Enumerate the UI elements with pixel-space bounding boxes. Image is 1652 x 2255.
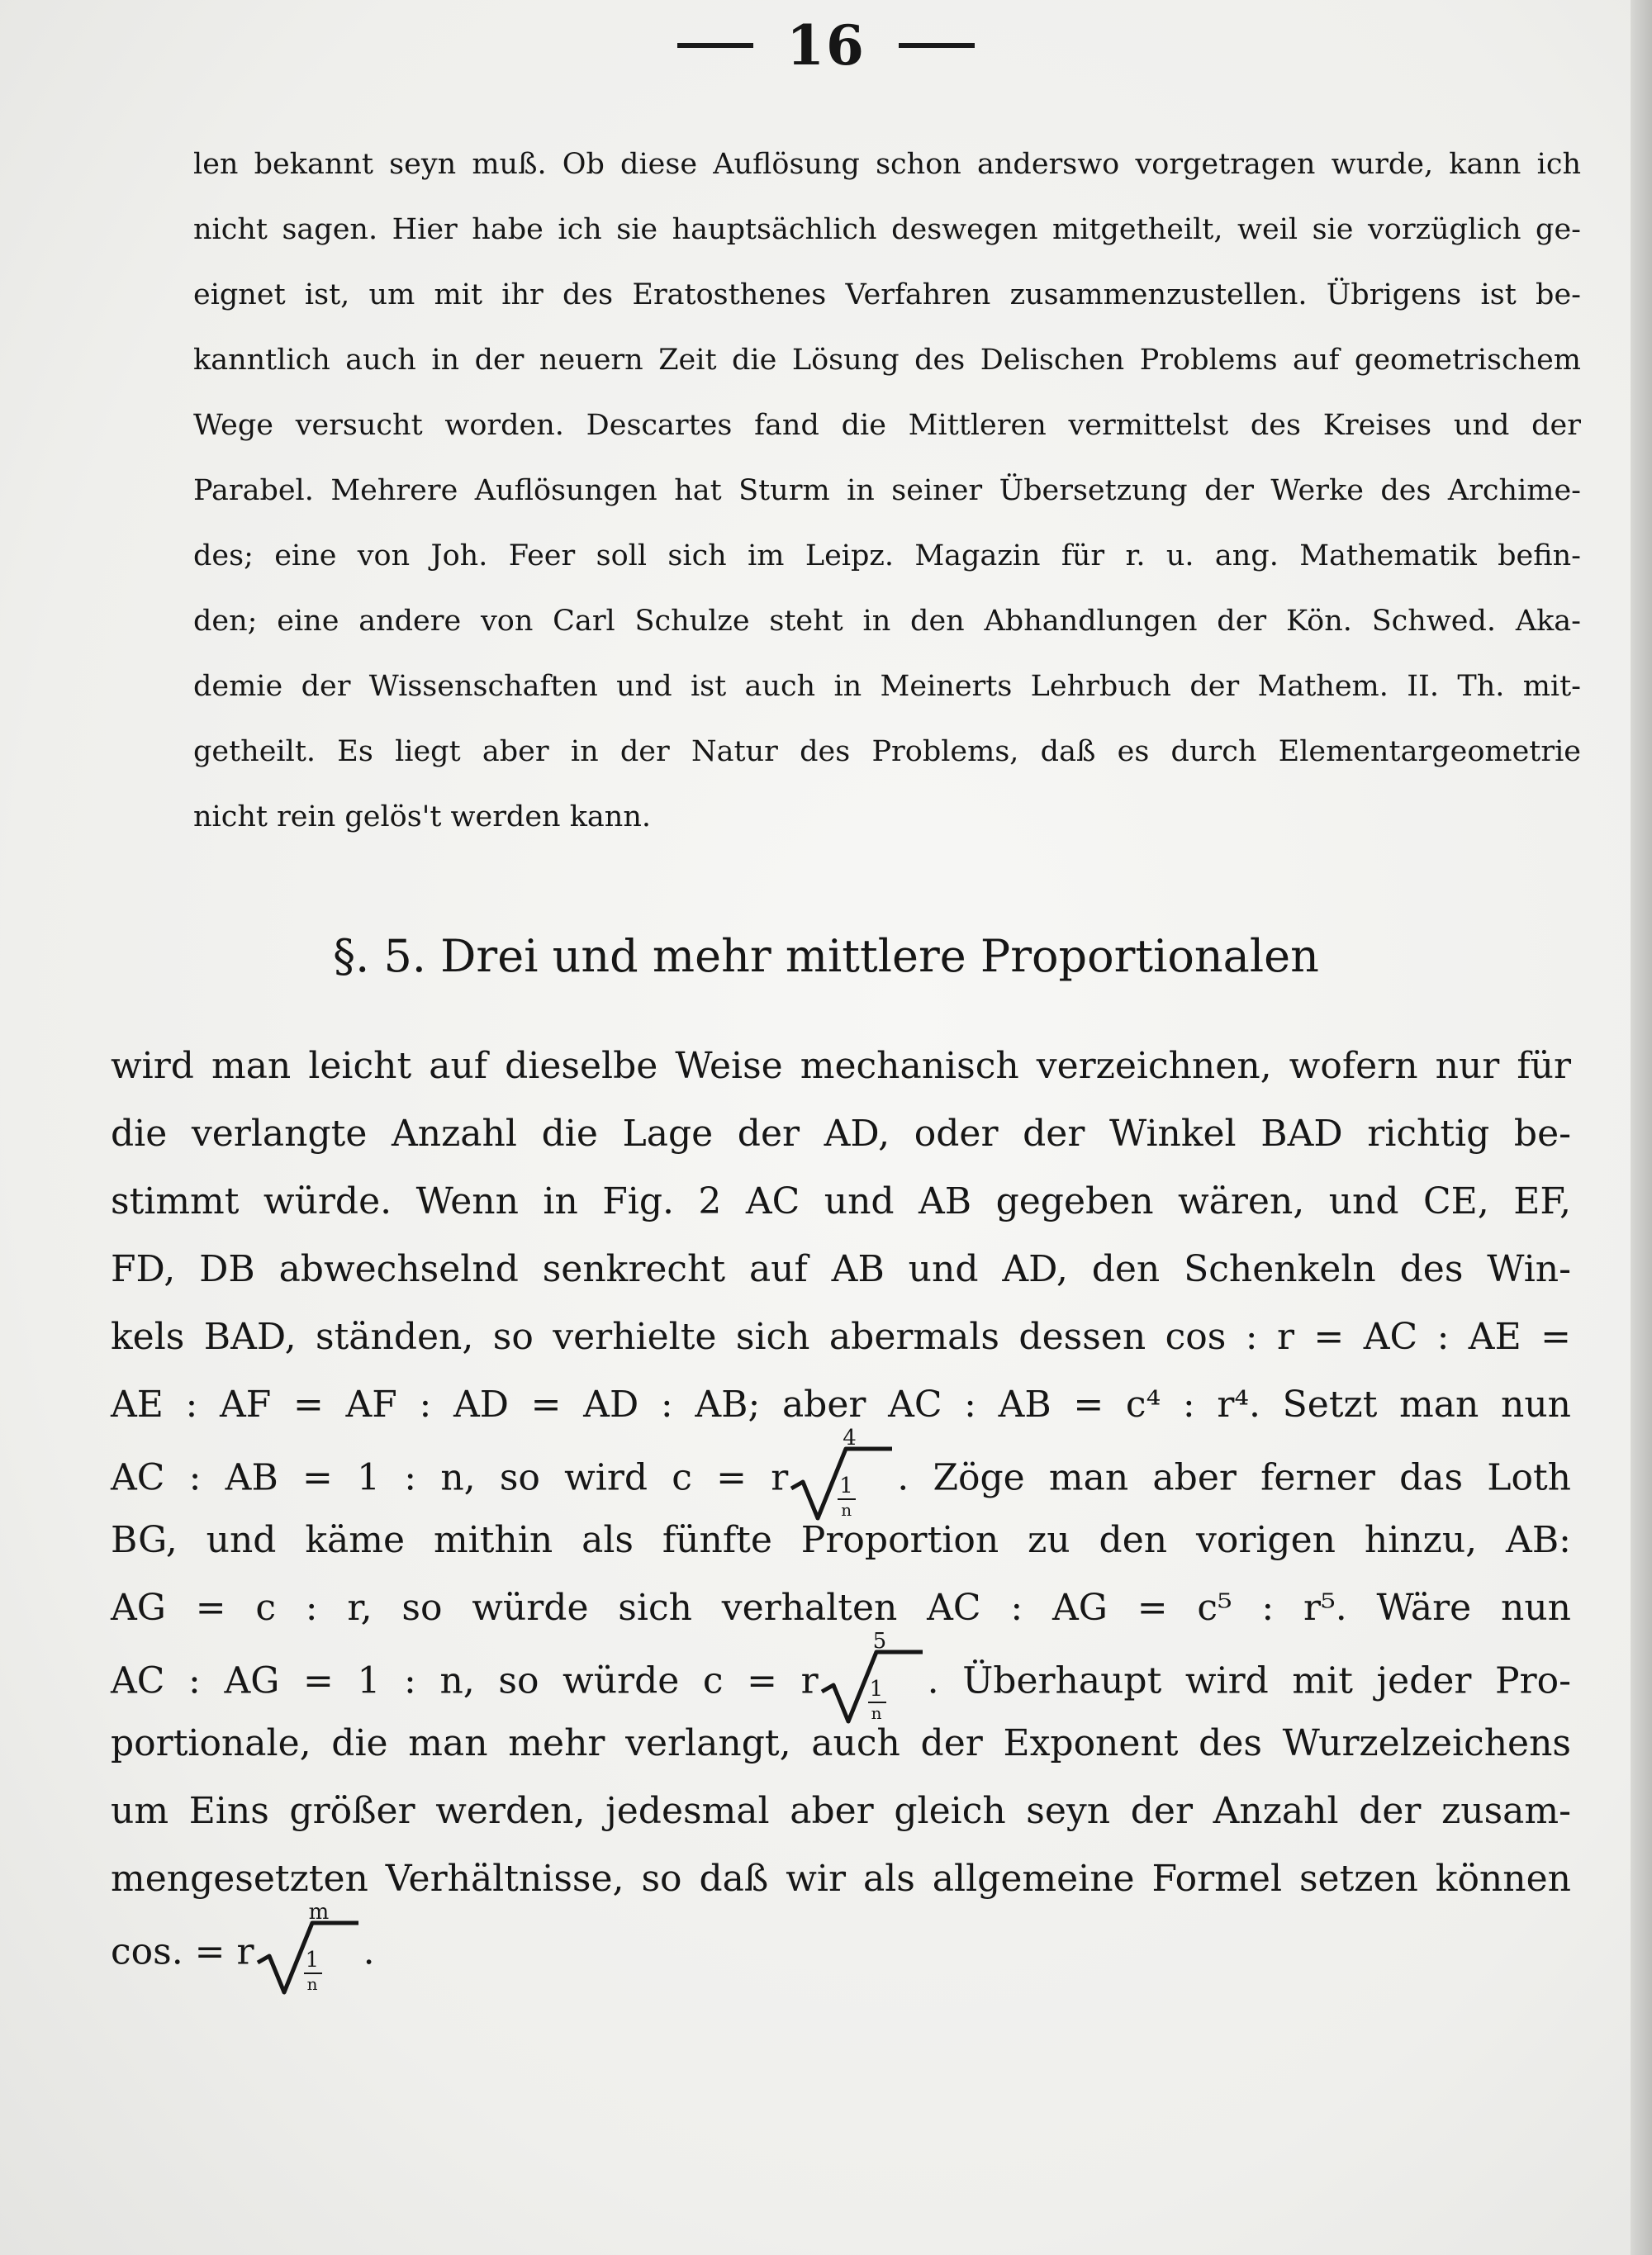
- text-segment: cos. = r: [111, 1930, 254, 1973]
- text-line: BG, und käme mithin als fünfte Proportion zu den vorigen hinzu, AB:: [111, 1519, 1571, 1561]
- text-line: wird man leicht auf dieselbe Weise mechanisch verzeichnen, wofern nur für: [111, 1045, 1571, 1087]
- text-line: AG = c : r, so würde sich verhalten AC : AG = c⁵ : r⁵. Wäre nun: [111, 1587, 1571, 1629]
- text-line: nicht sagen. Hier habe ich sie hauptsächlich deswegen mitgetheilt, weil sie vorzüglich ge-: [193, 213, 1581, 246]
- fifth-root-formula: [819, 1629, 928, 1725]
- text-line: mengesetzten Verhältnisse, so daß wir als allgemeine Formel setzen können: [111, 1858, 1571, 1900]
- text-line: um Eins größer werden, jedesmal aber gleich seyn der Anzahl der zusam-: [111, 1790, 1571, 1832]
- text-line-with-radical: [111, 1426, 1572, 1520]
- root-denominator: n: [306, 1974, 318, 1994]
- text-line: demie der Wissenschaften und ist auch in Meinerts Lehrbuch der Mathem. II. Th. mit-: [193, 670, 1581, 703]
- root-index: 5: [872, 1629, 887, 1654]
- text-line: AE : AF = AF : AD = AD : AB; aber AC : AB = c⁴ : r⁴. Setzt man nun: [111, 1384, 1571, 1426]
- previous-section-text: [193, 132, 1581, 850]
- text-line: kanntlich auch in der neuern Zeit die Lösung des Delischen Problems auf geometrischem: [193, 344, 1581, 377]
- mth-root-formula: [254, 1900, 363, 1996]
- text-line: len bekannt seyn muß. Ob diese Auflösung schon anderswo vorgetragen wurde, kann ich: [193, 148, 1581, 181]
- root-numerator: 1: [839, 1474, 853, 1498]
- header-dash-left: [677, 43, 753, 48]
- root-numerator: 1: [869, 1677, 884, 1702]
- page-edge-shadow: [1631, 0, 1652, 2255]
- text-line: Parabel. Mehrere Auflösungen hat Sturm in seiner Übersetzung der Werke des Archime-: [193, 474, 1581, 507]
- text-line: Wege versucht worden. Descartes fand die Mittleren vermittelst des Kreises und der: [193, 409, 1581, 442]
- text-segment: .: [363, 1930, 375, 1973]
- text-line: kels BAD, ständen, so verhielte sich abermals dessen cos : r = AC : AE =: [111, 1316, 1571, 1358]
- text-line: eignet ist, um mit ihr des Eratosthenes Verfahren zusammenzustellen. Übrigens ist be-: [193, 278, 1581, 311]
- text-segment: AC : AB = 1 : n, so wird c = r: [111, 1456, 789, 1499]
- text-segment: . Überhaupt wird mit jeder Pro-: [927, 1659, 1571, 1702]
- header-dash-right: [899, 43, 975, 48]
- text-segment: AC : AG = 1 : n, so würde c = r: [111, 1659, 819, 1702]
- text-line: den; eine andere von Carl Schulze steht in den Abhandlungen der Kön. Schwed. Aka-: [193, 605, 1581, 638]
- text-line: portionale, die man mehr verlangt, auch der Exponent des Wurzelzeichens: [111, 1722, 1571, 1764]
- root-denominator: n: [841, 1500, 852, 1520]
- text-line: die verlangte Anzahl die Lage der AD, oder der Winkel BAD richtig be-: [111, 1113, 1571, 1155]
- text-line: nicht rein gelös't werden kann.: [193, 800, 652, 833]
- page-header: [0, 13, 1652, 78]
- root-index: 4: [843, 1426, 857, 1450]
- general-formula-line: [111, 1900, 1571, 1994]
- text-line: stimmt würde. Wenn in Fig. 2 AC und AB gegeben wären, und CE, EF,: [111, 1180, 1571, 1222]
- text-segment: . Zöge man aber ferner das Loth: [897, 1456, 1572, 1499]
- root-index: m: [308, 1900, 330, 1925]
- text-line-with-radical: [111, 1629, 1571, 1723]
- fourth-root-formula: [788, 1426, 897, 1522]
- text-line: des; eine von Joh. Feer soll sich im Leipz. Magazin für r. u. ang. Mathematik befin-: [193, 539, 1581, 572]
- text-line: getheilt. Es liegt aber in der Natur des Problems, daß es durch Elementargeometrie: [193, 735, 1581, 768]
- section-body: [111, 1033, 1572, 1994]
- page-number: 16: [786, 13, 866, 78]
- root-numerator: 1: [305, 1948, 320, 1973]
- section-heading: §. 5. Drei und mehr mittlere Proportionalen: [333, 930, 1319, 982]
- root-denominator: n: [871, 1703, 882, 1723]
- text-line: FD, DB abwechselnd senkrecht auf AB und AD, den Schenkeln des Win-: [111, 1248, 1571, 1290]
